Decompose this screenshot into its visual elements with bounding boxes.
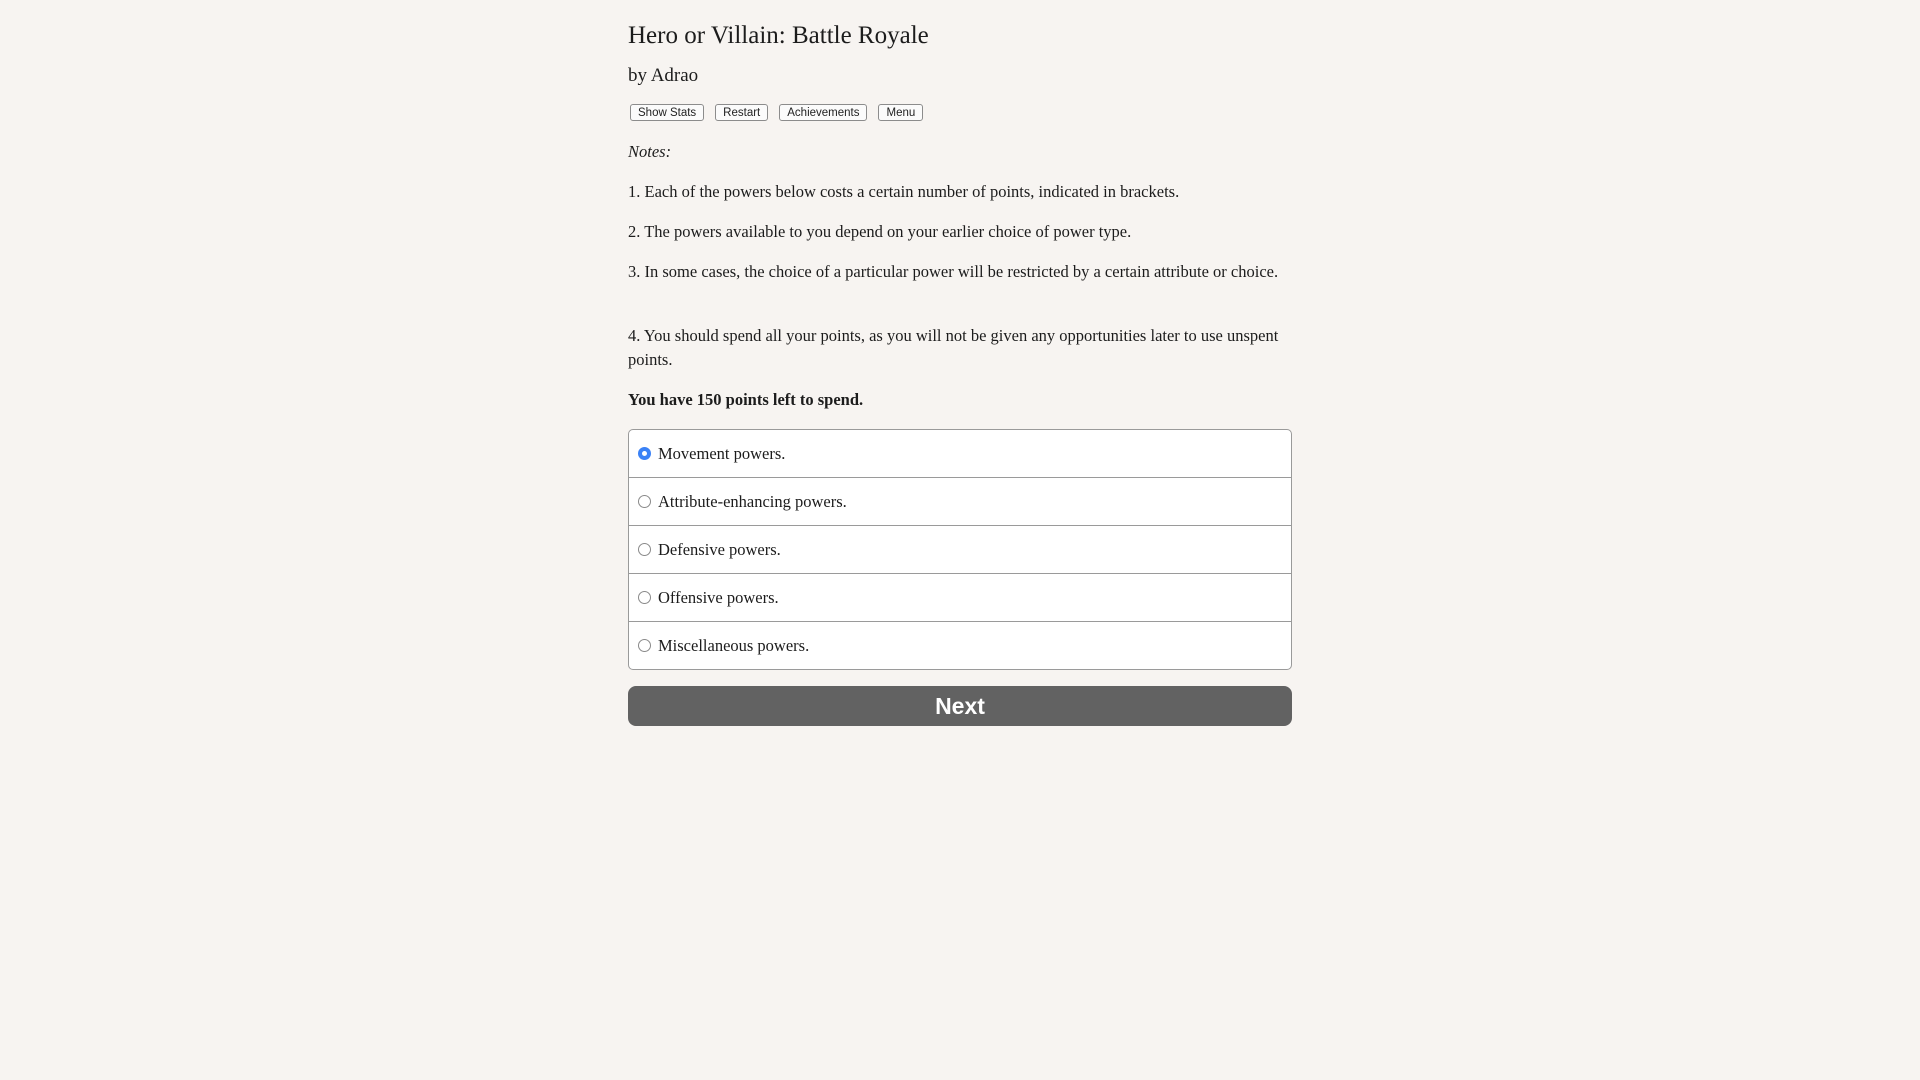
radio-button[interactable]: [638, 543, 651, 556]
notes-label: Notes:: [628, 142, 672, 161]
note-1: 1. Each of the powers below costs a certain number of points, indicated in brackets.: [628, 182, 1180, 201]
choice-label: Offensive powers.: [658, 587, 779, 607]
note-2: 2. The powers available to you depend on your earlier choice of power type.: [628, 222, 1132, 241]
game-title: Hero or Villain: Battle Royale: [628, 22, 929, 49]
choice-miscellaneous-powers[interactable]: [629, 621, 1291, 669]
radio-button[interactable]: [638, 447, 651, 460]
game-author: by Adrao: [628, 65, 699, 86]
radio-button[interactable]: [638, 591, 651, 604]
toolbar: [630, 104, 923, 121]
choice-label: Movement powers.: [658, 443, 786, 463]
points-remaining: You have 150 points left to spend.: [628, 390, 864, 409]
menu-button[interactable]: Menu: [878, 104, 923, 121]
note-3: 3. In some cases, the choice of a particular power will be restricted by a certain attribute or choice.: [628, 262, 1279, 281]
next-button[interactable]: Next: [628, 686, 1292, 726]
show-stats-button[interactable]: Show Stats: [630, 104, 704, 121]
choice-offensive-powers[interactable]: [629, 573, 1291, 621]
radio-button[interactable]: [638, 495, 651, 508]
choice-movement-powers[interactable]: [629, 430, 1291, 477]
choice-defensive-powers[interactable]: [629, 525, 1291, 573]
choice-attribute-enhancing-powers[interactable]: [629, 477, 1291, 525]
achievements-button[interactable]: Achievements: [779, 104, 867, 121]
choice-label: Defensive powers.: [658, 539, 781, 559]
choice-list: [628, 429, 1292, 670]
radio-button[interactable]: [638, 639, 651, 652]
note-4: 4. You should spend all your points, as you will not be given any opportunities later to use unspent points.: [628, 326, 1279, 369]
restart-button[interactable]: Restart: [715, 104, 768, 121]
choice-label: Attribute-enhancing powers.: [658, 491, 847, 511]
choice-label: Miscellaneous powers.: [658, 635, 810, 655]
